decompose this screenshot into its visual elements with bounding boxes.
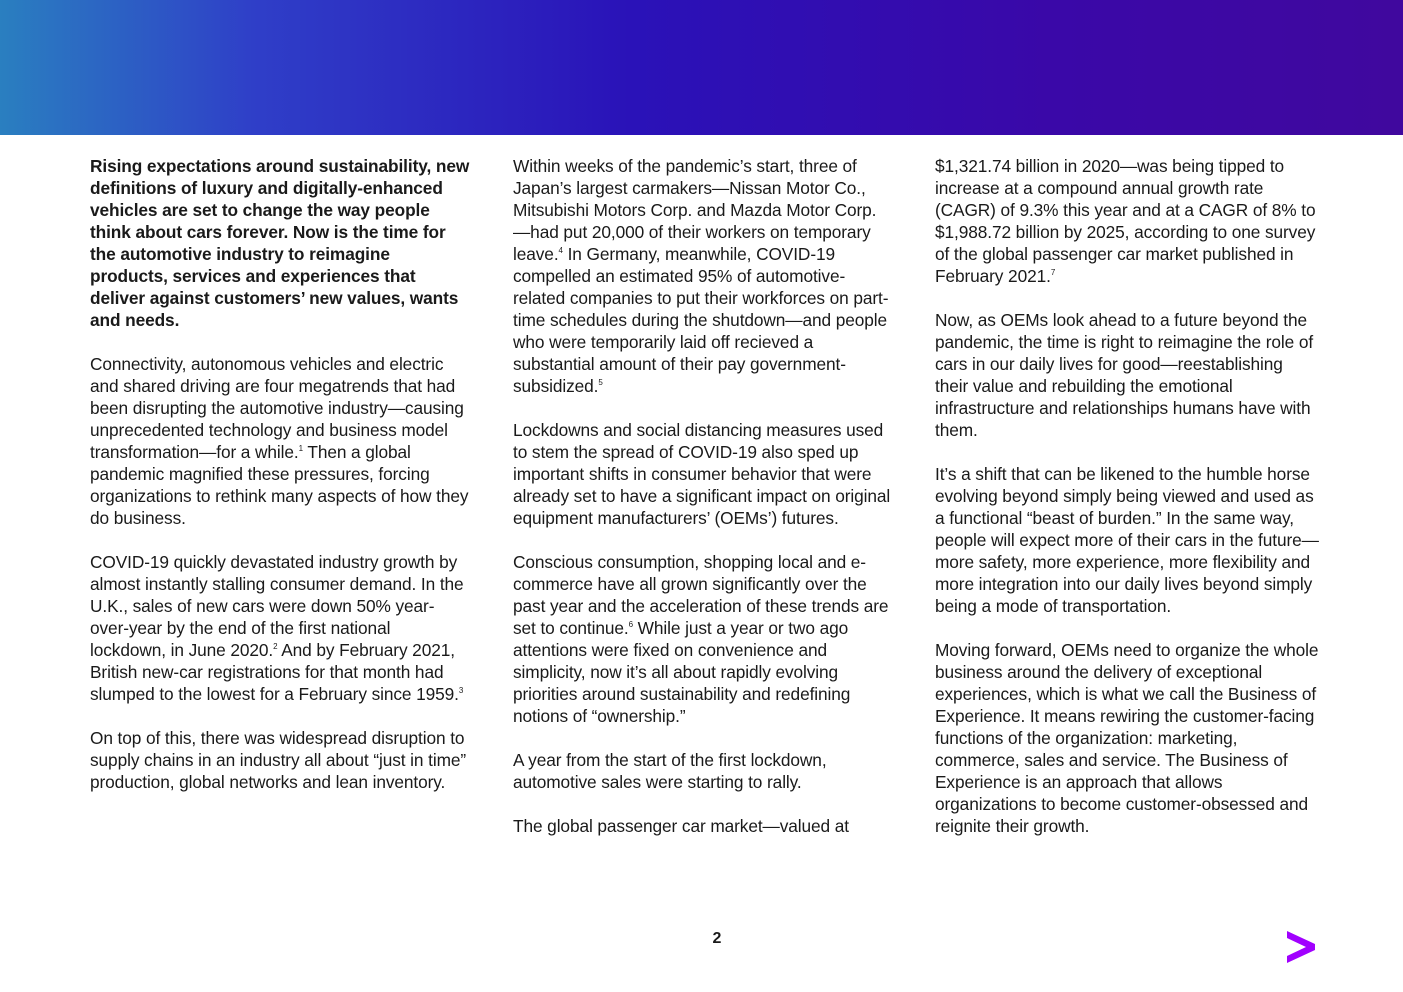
paragraph: Now, as OEMs look ahead to a future beyond the pandemic, the time is right to reimagine the role of cars in our daily lives for good—reestablishing their value and rebuilding the emotional infrastructure and relationships humans have with them. [935, 310, 1314, 440]
footnote-ref: 7 [1050, 268, 1056, 277]
paragraph: Conscious consumption, shopping local and e-commerce have all grown significantly over the past year and the acceleration of these trends are set to continue.$^6$ While just a year or two ago attentions were fixed on convenience and simplicity, now it’s all about rapidly evolving priorities around sustainability and redefining notions of “ownership.” [513, 552, 889, 726]
paragraph: Moving forward, OEMs need to organize the whole business around the delivery of exceptional experiences, which is what we call the Business of Experience. It means rewiring the customer-facing functions of the organization: marketing, commerce, sales and service. The Business of Experience is an approach that allows organizations to become customer-obsessed and reignite their growth. [935, 640, 1319, 836]
paragraph: The global passenger car market—valued at [513, 816, 849, 836]
column-2 [513, 155, 893, 859]
accenture-greater-than-icon [1284, 930, 1316, 964]
column-1 [90, 155, 470, 815]
footnote-ref: 6 [628, 620, 633, 629]
paragraph: COVID-19 quickly devastated industry growth by almost instantly stalling consumer demand. In the U.K., sales of new cars were down 50% year-over-year by the end of the first national lockdown, in June 2020.$^2$ And by February 2021, British new-car registrations for that month had slumped to the lowest for a February since 1959.$^3$ [90, 552, 464, 704]
paragraph: Within weeks of the pandemic’s start, three of Japan’s largest carmakers—Nissan Motor Co., Mitsubishi Motors Corp. and Mazda Motor Corp.—had put 20,000 of their workers on temporary leave.$^4$ In Germany, meanwhile, COVID-19 compelled an estimated 95% of automotive-related companies to put their workforces on part-time schedules during the shutdown—and people who were temporarily laid off recieved a substantial amount of their pay government-subsidized.$^5$ [513, 156, 889, 396]
paragraph: A year from the start of the first lockdown, automotive sales were starting to rally. [513, 750, 827, 792]
paragraph: On top of this, there was widespread disruption to supply chains in an industry all about “just in time” production, global networks and lean inventory. [90, 728, 467, 792]
footnote-ref: 5 [598, 378, 603, 387]
footnote-ref: 1 [298, 444, 303, 453]
column-3 [935, 155, 1320, 859]
page-number: 2 [712, 930, 722, 947]
footnote-ref: 4 [558, 246, 563, 255]
header-banner [0, 0, 1403, 135]
lead-paragraph: Rising expectations around sustainability, new definitions of luxury and digitally-enhanced vehicles are set to change the way people think about cars forever. Now is the time for the automotive industry to reimagine products, services and experiences that deliver against customers’ new values, wants and needs. [90, 156, 470, 330]
footnote-ref: 2 [273, 642, 278, 651]
paragraph: Lockdowns and social distancing measures used to stem the spread of COVID-19 also sped up important shifts in consumer behavior that were already set to have a significant impact on original equipment manufacturers’ (OEMs’) futures. [513, 420, 891, 528]
paragraph: It’s a shift that can be likened to the humble horse evolving beyond simply being viewed and used as a functional “beast of burden.” In the same way, people will expect more of their cars in the future—more safety, more experience, more flexibility and more integration into our daily lives beyond simply being a mode of transportation. [935, 464, 1319, 616]
footnote-ref: 3 [458, 686, 464, 695]
paragraph: Connectivity, autonomous vehicles and electric and shared driving are four megatrends that had been disrupting the automotive industry—causing unprecedented technology and business model transformation—for a while.$^1$ Then a global pandemic magnified these pressures, forcing organizations to rethink many aspects of how they do business. [90, 354, 469, 528]
paragraph: $1,321.74 billion in 2020—was being tipped to increase at a compound annual growth rate (CAGR) of 9.3% this year and at a CAGR of 8% to $1,988.72 billion by 2025, according to one survey of the global passenger car market published in February 2021.$^7$ [935, 156, 1316, 286]
